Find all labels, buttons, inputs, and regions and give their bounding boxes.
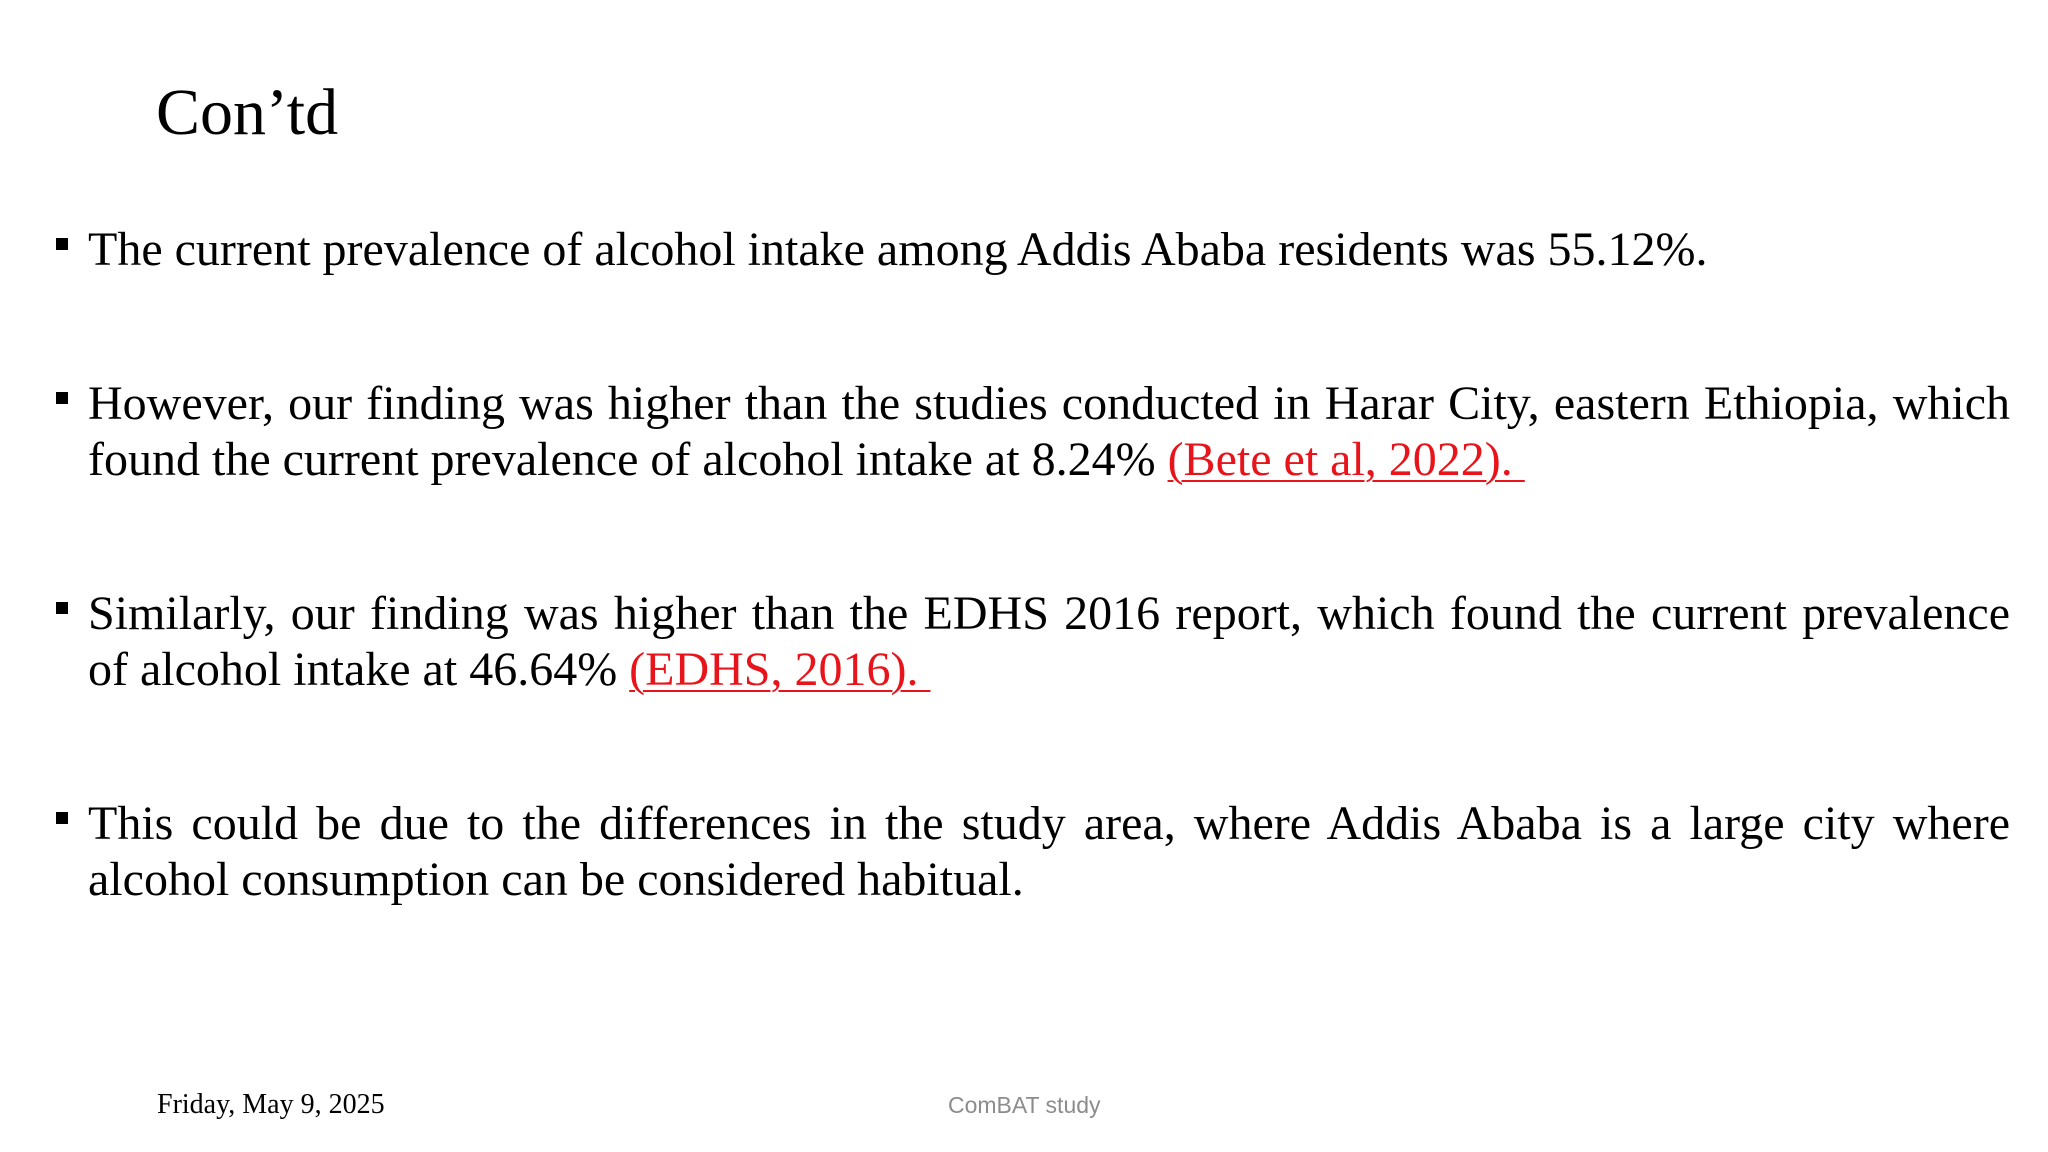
bullet-text: However, our finding was higher than the studies conducted in Harar City, eastern Ethiopia, which found the current prevalence of alcohol intake at 8.24% bbox=[88, 377, 2010, 486]
square-bullet-icon bbox=[56, 602, 68, 614]
bullet-text: Similarly, our finding was higher than the EDHS 2016 report, which found the current prevalence of alcohol intake at 46.64% bbox=[88, 587, 2010, 696]
bullet-text: The current prevalence of alcohol intake among Addis Ababa residents was 55.12%. bbox=[88, 223, 1708, 276]
bullet-item-prevalence bbox=[50, 222, 2010, 278]
square-bullet-icon bbox=[56, 392, 68, 404]
square-bullet-icon bbox=[56, 238, 68, 250]
bullet-item-edhs-comparison bbox=[50, 586, 2010, 698]
bullet-item-harar-comparison bbox=[50, 376, 2010, 488]
bullet-list bbox=[50, 222, 2010, 1006]
citation-link-bete[interactable]: (Bete et al, 2022). bbox=[1167, 433, 1525, 486]
square-bullet-icon bbox=[56, 812, 68, 824]
slide-title: Con’td bbox=[156, 76, 339, 149]
footer-study-name: ComBAT study bbox=[948, 1092, 1101, 1118]
bullet-text: This could be due to the differences in the study area, where Addis Ababa is a large city where alcohol consumption can be considered habitual. bbox=[88, 797, 2010, 906]
citation-link-edhs[interactable]: (EDHS, 2016). bbox=[629, 643, 931, 696]
footer-date: Friday, May 9, 2025 bbox=[157, 1089, 385, 1120]
bullet-item-explanation bbox=[50, 796, 2010, 908]
